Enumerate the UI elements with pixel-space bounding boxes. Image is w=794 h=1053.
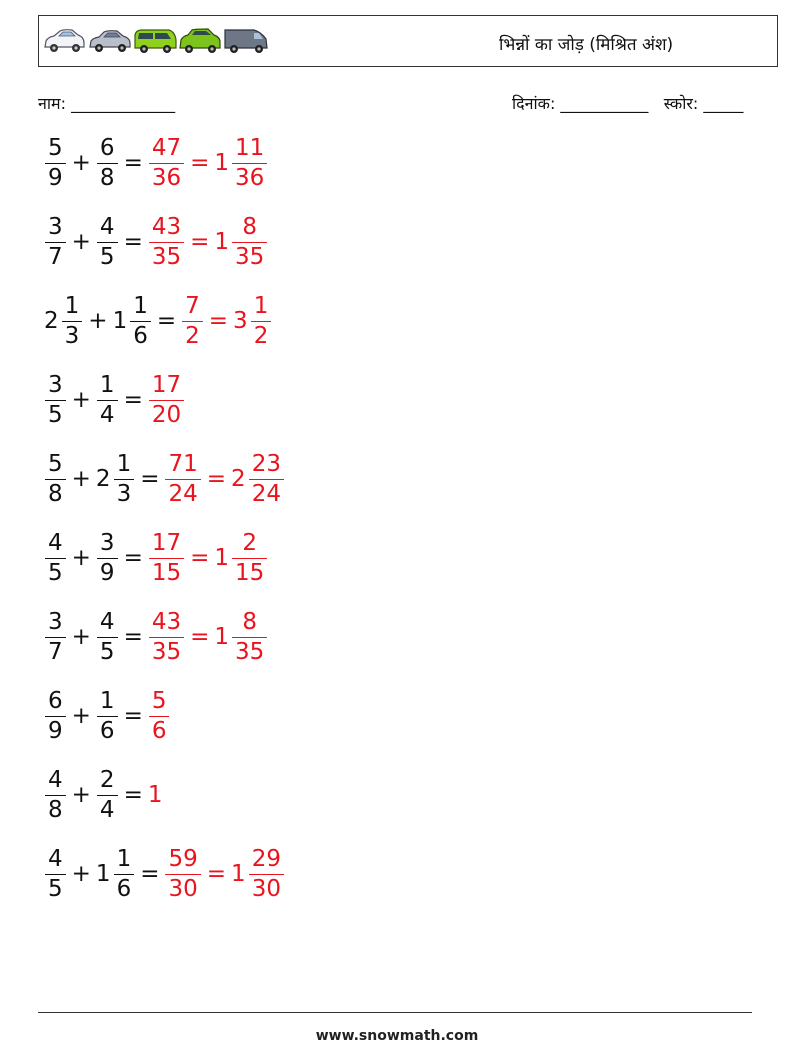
numerator: 5 xyxy=(151,687,167,714)
answer-term xyxy=(148,134,185,191)
fraction xyxy=(97,134,118,191)
denominator: 8 xyxy=(99,164,115,191)
fraction xyxy=(114,450,135,507)
grey-van-icon xyxy=(223,26,269,56)
equals-sign: = xyxy=(123,703,143,729)
numerator: 6 xyxy=(48,687,63,714)
numerator: 17 xyxy=(151,529,182,556)
answer-term xyxy=(231,450,285,507)
name-field: नाम: _____________ xyxy=(38,94,176,113)
fraction xyxy=(45,529,66,586)
numerator: 71 xyxy=(168,450,198,477)
white-car-icon xyxy=(42,26,86,56)
numerator: 5 xyxy=(48,134,63,161)
whole-number: 2 xyxy=(44,308,59,334)
numerator: 59 xyxy=(168,845,198,872)
answer-term xyxy=(214,134,268,191)
denominator: 35 xyxy=(235,243,265,270)
addend-term xyxy=(44,213,67,270)
answer-term xyxy=(214,608,268,665)
answer-term xyxy=(148,529,185,586)
numerator: 3 xyxy=(48,371,63,398)
addend-term xyxy=(96,766,119,823)
whole-number: 2 xyxy=(95,466,111,492)
fraction xyxy=(62,292,83,349)
fraction xyxy=(232,529,267,586)
denominator: 20 xyxy=(151,401,182,428)
denominator: 4 xyxy=(99,401,115,428)
addend-term xyxy=(44,608,67,665)
numerator: 8 xyxy=(242,213,257,240)
equals-sign: = xyxy=(123,624,143,650)
numerator: 4 xyxy=(99,608,115,635)
whole-number: 1 xyxy=(214,150,230,176)
equals-sign: = xyxy=(190,229,210,255)
green-car-icon xyxy=(178,26,222,56)
numerator: 4 xyxy=(48,845,63,872)
plus-sign: + xyxy=(71,150,91,176)
fraction xyxy=(114,845,135,902)
denominator: 9 xyxy=(99,559,115,586)
fraction xyxy=(97,687,118,744)
fraction xyxy=(45,134,66,191)
numerator: 23 xyxy=(251,450,281,477)
fraction xyxy=(97,529,118,586)
addend-term xyxy=(96,371,119,428)
denominator: 9 xyxy=(48,164,63,191)
addend-term xyxy=(96,608,119,665)
equals-sign: = xyxy=(156,308,177,334)
denominator: 24 xyxy=(251,480,281,507)
denominator: 35 xyxy=(151,243,182,270)
plus-sign: + xyxy=(88,308,108,334)
equals-sign: = xyxy=(206,466,227,492)
numerator: 4 xyxy=(48,766,63,793)
numerator: 29 xyxy=(251,845,281,872)
denominator: 30 xyxy=(168,875,198,902)
plus-sign: + xyxy=(71,624,91,650)
addend-term xyxy=(112,292,152,349)
plus-sign: + xyxy=(71,387,91,413)
whole-number: 1 xyxy=(231,861,246,887)
plus-sign: + xyxy=(71,703,91,729)
denominator: 3 xyxy=(64,322,80,349)
whole-number: 1 xyxy=(95,861,111,887)
fraction xyxy=(232,608,267,665)
addend-term xyxy=(44,766,67,823)
fraction xyxy=(149,213,184,270)
denominator: 35 xyxy=(151,638,182,665)
plus-sign: + xyxy=(71,861,91,887)
numerator: 6 xyxy=(99,134,115,161)
fraction xyxy=(232,134,267,191)
denominator: 5 xyxy=(48,875,63,902)
plus-sign: + xyxy=(71,545,91,571)
fraction xyxy=(249,845,284,902)
equals-sign: = xyxy=(206,861,227,887)
worksheet-title: भिन्नों का जोड़ (मिश्रित अंश) xyxy=(499,35,674,55)
numerator: 1 xyxy=(64,292,80,319)
numerator: 8 xyxy=(242,608,257,635)
problem-row xyxy=(44,130,268,196)
denominator: 7 xyxy=(48,243,63,270)
answer-term xyxy=(148,687,171,744)
denominator: 7 xyxy=(48,638,63,665)
addend-term xyxy=(96,529,119,586)
whole-number: 1 xyxy=(112,308,128,334)
footer-url: www.snowmath.com xyxy=(315,1028,479,1044)
equals-sign: = xyxy=(140,861,160,887)
denominator: 36 xyxy=(235,164,265,191)
numerator: 43 xyxy=(151,213,182,240)
fraction xyxy=(97,371,118,428)
fraction xyxy=(232,213,267,270)
addend-term xyxy=(44,371,67,428)
denominator: 15 xyxy=(151,559,182,586)
answer-term xyxy=(148,608,185,665)
addend-term xyxy=(44,529,67,586)
fraction xyxy=(45,766,66,823)
plus-sign: + xyxy=(71,782,91,808)
addend-term xyxy=(96,687,119,744)
answer-term xyxy=(164,450,201,507)
equals-sign: = xyxy=(123,387,143,413)
numerator: 4 xyxy=(99,213,115,240)
denominator: 24 xyxy=(168,480,198,507)
addend-term xyxy=(95,845,135,902)
answer-term xyxy=(148,371,185,428)
numerator: 3 xyxy=(99,529,115,556)
equals-sign: = xyxy=(123,150,143,176)
denominator: 6 xyxy=(99,717,115,744)
denominator: 6 xyxy=(151,717,167,744)
fraction xyxy=(149,134,184,191)
fraction xyxy=(97,608,118,665)
footer-divider xyxy=(38,1012,752,1013)
fraction xyxy=(182,292,203,349)
fraction xyxy=(249,450,284,507)
whole-number: 1 xyxy=(147,782,163,808)
numerator: 5 xyxy=(48,450,63,477)
addend-term xyxy=(44,292,83,349)
fraction xyxy=(165,845,200,902)
equals-sign: = xyxy=(140,466,160,492)
denominator: 5 xyxy=(48,559,63,586)
equals-sign: = xyxy=(190,624,210,650)
green-van-icon xyxy=(133,26,177,56)
answer-term xyxy=(164,845,201,902)
answer-term xyxy=(214,529,268,586)
numerator: 43 xyxy=(151,608,182,635)
answer-term xyxy=(181,292,204,349)
denominator: 3 xyxy=(116,480,132,507)
problem-row xyxy=(44,604,268,670)
denominator: 6 xyxy=(133,322,148,349)
answer-term xyxy=(214,213,268,270)
whole-number: 2 xyxy=(231,466,246,492)
silver-car-icon xyxy=(88,26,132,56)
fraction xyxy=(45,450,66,507)
answer-term xyxy=(231,845,285,902)
worksheet-header xyxy=(38,15,778,67)
addend-term xyxy=(44,687,67,744)
numerator: 2 xyxy=(99,766,115,793)
problem-row xyxy=(44,841,285,907)
denominator: 5 xyxy=(99,638,115,665)
plus-sign: + xyxy=(71,466,91,492)
numerator: 47 xyxy=(151,134,182,161)
denominator: 5 xyxy=(48,401,63,428)
numerator: 1 xyxy=(116,450,132,477)
score-field: स्कोर: _____ xyxy=(663,94,744,113)
whole-number: 1 xyxy=(214,545,230,571)
problem-row xyxy=(44,762,164,828)
answer-term xyxy=(148,213,185,270)
fraction xyxy=(97,766,118,823)
answer-term xyxy=(233,292,272,349)
numerator: 1 xyxy=(253,292,269,319)
numerator: 3 xyxy=(48,213,63,240)
addend-term xyxy=(44,450,67,507)
problem-row xyxy=(44,525,268,591)
denominator: 2 xyxy=(185,322,200,349)
denominator: 35 xyxy=(235,638,265,665)
denominator: 9 xyxy=(48,717,63,744)
fraction xyxy=(149,687,170,744)
fraction xyxy=(45,845,66,902)
equals-sign: = xyxy=(123,782,143,808)
problem-row xyxy=(44,446,285,512)
denominator: 6 xyxy=(116,875,132,902)
numerator: 7 xyxy=(185,292,200,319)
numerator: 11 xyxy=(235,134,265,161)
denominator: 8 xyxy=(48,796,63,823)
fraction xyxy=(251,292,272,349)
fraction xyxy=(165,450,200,507)
plus-sign: + xyxy=(71,229,91,255)
problem-row xyxy=(44,209,268,275)
addend-term xyxy=(44,134,67,191)
whole-number: 3 xyxy=(233,308,248,334)
fraction xyxy=(149,608,184,665)
denominator: 5 xyxy=(99,243,115,270)
fraction xyxy=(149,529,184,586)
denominator: 4 xyxy=(99,796,115,823)
numerator: 1 xyxy=(99,371,115,398)
whole-number: 1 xyxy=(214,624,230,650)
addend-term xyxy=(44,845,67,902)
addend-term xyxy=(95,450,135,507)
denominator: 8 xyxy=(48,480,63,507)
whole-number: 1 xyxy=(214,229,230,255)
denominator: 15 xyxy=(235,559,265,586)
numerator: 17 xyxy=(151,371,182,398)
numerator: 2 xyxy=(242,529,257,556)
fraction xyxy=(45,213,66,270)
fraction xyxy=(45,687,66,744)
denominator: 30 xyxy=(251,875,281,902)
addend-term xyxy=(96,134,119,191)
equals-sign: = xyxy=(190,150,210,176)
answer-term xyxy=(148,782,165,808)
fraction xyxy=(130,292,151,349)
denominator: 2 xyxy=(253,322,269,349)
denominator: 36 xyxy=(151,164,182,191)
fraction xyxy=(45,371,66,428)
date-score-fields xyxy=(512,92,743,114)
addend-term xyxy=(96,213,119,270)
problem-row xyxy=(44,367,185,433)
problem-row xyxy=(44,683,170,749)
fraction xyxy=(45,608,66,665)
equals-sign: = xyxy=(208,308,229,334)
numerator: 3 xyxy=(48,608,63,635)
equals-sign: = xyxy=(123,229,143,255)
problem-row xyxy=(44,288,272,354)
numerator: 1 xyxy=(99,687,115,714)
equals-sign: = xyxy=(190,545,210,571)
numerator: 1 xyxy=(133,292,148,319)
numerator: 4 xyxy=(48,529,63,556)
numerator: 1 xyxy=(116,845,132,872)
equals-sign: = xyxy=(123,545,143,571)
fraction xyxy=(97,213,118,270)
fraction xyxy=(149,371,184,428)
date-field: दिनांक: ___________ xyxy=(512,94,649,113)
